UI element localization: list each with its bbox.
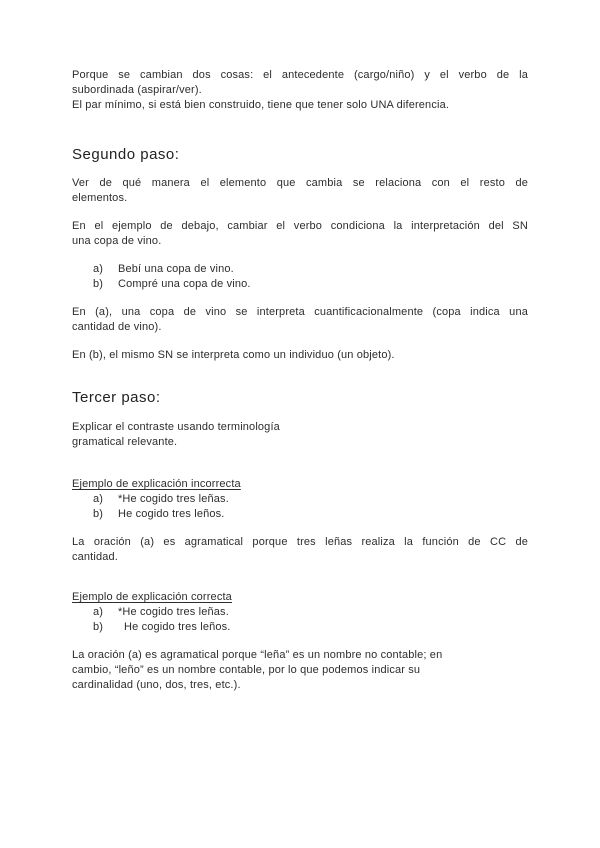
list-item <box>72 492 528 507</box>
paragraph-ejemplo-debajo <box>72 219 528 249</box>
list-item-text: Compré una copa de vino. <box>118 278 251 290</box>
text-line: una copa de vino. <box>72 235 162 247</box>
list-item-text: He cogido tres leños. <box>124 621 231 633</box>
text-line: La oración (a) es agramatical porque tres leñas realiza la función de CC de <box>72 536 528 548</box>
text-line: En (b), el mismo SN se interpreta como un individuo (un objeto). <box>72 349 395 361</box>
paragraph-interpretacion-a <box>72 305 528 335</box>
text-line: gramatical relevante. <box>72 436 178 448</box>
paragraph-correct-explanation <box>72 648 528 693</box>
paragraph-interpretacion-b <box>72 348 528 363</box>
example-list-correct <box>72 605 528 635</box>
list-item <box>72 620 528 635</box>
example-heading-incorrect: Ejemplo de explicación incorrecta <box>72 478 241 490</box>
list-marker: a) <box>93 493 104 505</box>
list-marker: b) <box>93 621 104 633</box>
example-heading-correct: Ejemplo de explicación correcta <box>72 591 232 603</box>
text-line: El par mínimo, si está bien construido, tiene que tener solo UNA diferencia. <box>72 99 450 111</box>
example-list-copa-vino <box>72 262 528 292</box>
list-item <box>72 262 528 277</box>
list-marker: a) <box>93 606 104 618</box>
section-heading-tercer-paso: Tercer paso: <box>72 389 161 406</box>
list-item <box>72 277 528 292</box>
text-line: cardinalidad (uno, dos, tres, etc.). <box>72 679 241 691</box>
list-item <box>72 605 528 620</box>
example-list-incorrect <box>72 492 528 522</box>
list-item-text: *He cogido tres leñas. <box>118 606 229 618</box>
text-line: cantidad. <box>72 551 118 563</box>
list-marker: b) <box>93 278 104 290</box>
list-marker: b) <box>93 508 104 520</box>
list-marker: a) <box>93 263 104 275</box>
text-line: elementos. <box>72 192 128 204</box>
paragraph-incorrect-explanation <box>72 535 528 565</box>
list-item-text: He cogido tres leños. <box>118 508 225 520</box>
list-item <box>72 507 528 522</box>
paragraph-explicar-contraste <box>72 420 528 450</box>
text-line: Explicar el contraste usando terminología <box>72 421 280 433</box>
list-item-text: *He cogido tres leñas. <box>118 493 229 505</box>
text-line: En (a), una copa de vino se interpreta cuantificacionalmente (copa indica una <box>72 306 528 318</box>
text-line: Ver de qué manera el elemento que cambia se relaciona con el resto de <box>72 177 528 189</box>
text-line: En el ejemplo de debajo, cambiar el verbo condiciona la interpretación del SN <box>72 220 528 232</box>
text-line: subordinada (aspirar/ver). <box>72 84 202 96</box>
text-line: Porque se cambian dos cosas: el antecedente (cargo/niño) y el verbo de la <box>72 69 528 81</box>
section-heading-segundo-paso: Segundo paso: <box>72 146 180 163</box>
paragraph-intro <box>72 68 528 113</box>
text-line: cambio, “leño” es un nombre contable, por lo que podemos indicar su <box>72 664 421 676</box>
paragraph-ver-manera <box>72 176 528 206</box>
text-line: cantidad de vino). <box>72 321 162 333</box>
list-item-text: Bebí una copa de vino. <box>118 263 234 275</box>
text-line: La oración (a) es agramatical porque “leña” es un nombre no contable; en <box>72 649 443 661</box>
